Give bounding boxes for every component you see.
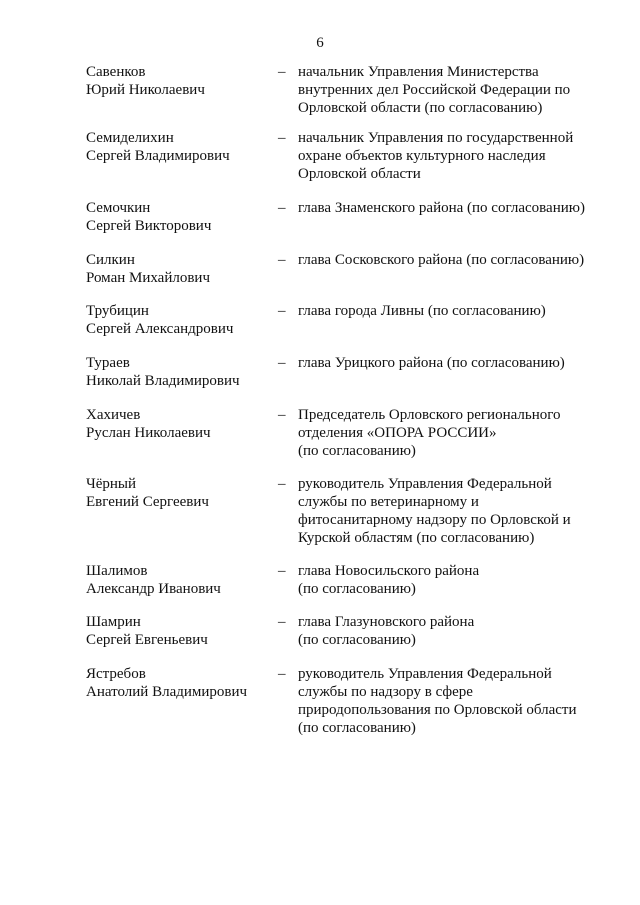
surname: Силкин [86, 252, 135, 268]
dash-separator: – [278, 64, 286, 80]
surname: Семочкин [86, 200, 151, 216]
surname: Трубицин [86, 303, 149, 319]
person-name [86, 613, 266, 649]
dash-separator: – [278, 303, 286, 319]
position-line: глава Глазуновского района [298, 614, 475, 630]
dash-separator: – [278, 476, 286, 492]
person-name [86, 302, 266, 338]
position-line: (по согласованию) [298, 443, 416, 459]
position-line: руководитель Управления Федеральной [298, 476, 552, 492]
given-name: Сергей Евгеньевич [86, 632, 208, 648]
person-name [86, 406, 266, 442]
page-number: 6 [316, 35, 324, 51]
surname: Ястребов [86, 666, 146, 682]
dash-separator: – [278, 355, 286, 371]
given-name: Александр Иванович [86, 581, 221, 597]
position-line: (по согласованию) [298, 720, 416, 736]
given-name: Сергей Александрович [86, 321, 234, 337]
position-description [298, 613, 598, 649]
person-name [86, 129, 266, 165]
person-name [86, 665, 266, 701]
position-line: (по согласованию) [298, 632, 416, 648]
position-line: службы по надзору в сфере [298, 684, 473, 700]
surname: Шалимов [86, 563, 148, 579]
position-line: начальник Управления Министерства [298, 64, 539, 80]
position-line: внутренних дел Российской Федерации по [298, 82, 571, 98]
person-name [86, 251, 266, 287]
position-description [298, 665, 598, 737]
dash-separator: – [278, 614, 286, 630]
position-description [298, 475, 598, 547]
position-line: службы по ветеринарному и [298, 494, 479, 510]
given-name: Николай Владимирович [86, 373, 240, 389]
person-name [86, 199, 266, 235]
position-description [298, 63, 598, 117]
dash-separator: – [278, 563, 286, 579]
position-description [298, 251, 598, 269]
given-name: Руслан Николаевич [86, 425, 211, 441]
position-line: глава Урицкого района (по согласованию) [298, 355, 565, 371]
given-name: Юрий Николаевич [86, 82, 205, 98]
position-line: начальник Управления по государственной [298, 130, 574, 146]
surname: Семиделихин [86, 130, 174, 146]
dash-separator: – [278, 407, 286, 423]
position-line: (по согласованию) [298, 581, 416, 597]
position-line: Курской областям (по согласованию) [298, 530, 535, 546]
position-line: глава Новосильского района [298, 563, 480, 579]
position-line: глава Знаменского района (по согласованию) [298, 200, 585, 216]
given-name: Роман Михайлович [86, 270, 210, 286]
position-line: Орловской области [298, 166, 421, 182]
dash-separator: – [278, 130, 286, 146]
dash-separator: – [278, 252, 286, 268]
position-description [298, 562, 598, 598]
position-description [298, 406, 598, 460]
person-name [86, 354, 266, 390]
position-line: Орловской области (по согласованию) [298, 100, 543, 116]
given-name: Сергей Викторович [86, 218, 212, 234]
position-description [298, 302, 598, 320]
position-line: природопользования по Орловской области [298, 702, 577, 718]
position-line: глава Сосковского района (по согласованию) [298, 252, 585, 268]
person-name [86, 63, 266, 99]
surname: Тураев [86, 355, 130, 371]
surname: Шамрин [86, 614, 141, 630]
position-line: глава города Ливны (по согласованию) [298, 303, 546, 319]
position-description [298, 129, 598, 183]
given-name: Анатолий Владимирович [86, 684, 248, 700]
position-description [298, 354, 598, 372]
given-name: Евгений Сергеевич [86, 494, 209, 510]
surname: Хахичев [86, 407, 141, 423]
dash-separator: – [278, 200, 286, 216]
position-description [298, 199, 598, 217]
position-line: отделения «ОПОРА РОССИИ» [298, 425, 497, 441]
position-line: охране объектов культурного наследия [298, 148, 546, 164]
person-name [86, 562, 266, 598]
given-name: Сергей Владимирович [86, 148, 230, 164]
dash-separator: – [278, 666, 286, 682]
surname: Чёрный [86, 476, 137, 492]
position-line: Председатель Орловского регионального [298, 407, 561, 423]
surname: Савенков [86, 64, 146, 80]
position-line: руководитель Управления Федеральной [298, 666, 552, 682]
position-line: фитосанитарному надзору по Орловской и [298, 512, 571, 528]
person-name [86, 475, 266, 511]
